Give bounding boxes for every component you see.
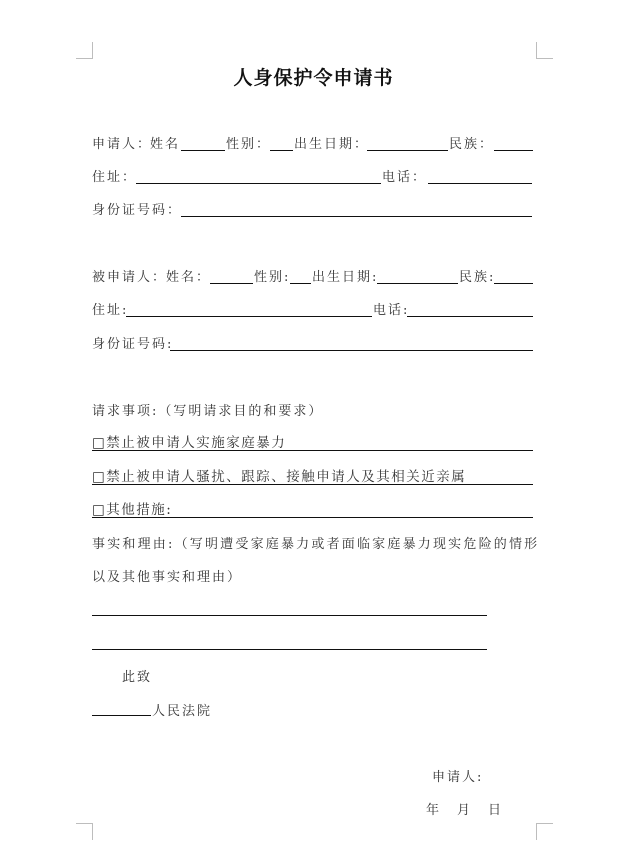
checkbox-icon[interactable]: □ [92, 435, 107, 451]
applicant-id-label: 身份证号码： [92, 203, 183, 218]
applicant-gender-field[interactable] [270, 133, 293, 151]
applicant-name-field[interactable] [181, 133, 225, 151]
page-corner-mark-top-left [76, 42, 93, 59]
applicant-birth-label: 出生日期： [294, 137, 370, 152]
checkbox-icon[interactable]: □ [92, 502, 107, 518]
applicant-birth-field[interactable] [367, 133, 448, 151]
signature-label: 申请人: [432, 770, 484, 785]
respondent-row-3 [92, 333, 537, 353]
applicant-phone-label: 电话： [382, 170, 428, 185]
court-name-field[interactable] [92, 715, 151, 716]
request-item-other-measures[interactable] [92, 498, 533, 518]
respondent-gender-label: 性别: [254, 270, 291, 285]
applicant-address-label: 住址： [92, 170, 138, 185]
respondent-gender-field[interactable] [290, 266, 311, 284]
applicant-ethnicity-label: 民族： [449, 137, 495, 152]
applicant-row-1 [92, 133, 537, 153]
facts-heading-line-1: 事实和理由:（写明遭受家庭暴力或者面临家庭暴力现实危险的情形 [92, 537, 540, 552]
applicant-ethnicity-field[interactable] [494, 133, 533, 151]
applicant-row-3 [92, 199, 537, 219]
respondent-row-1 [92, 266, 537, 286]
facts-line-2[interactable] [92, 649, 487, 650]
facts-heading-line-2: 以及其他事实和理由） [92, 570, 243, 585]
respondent-label: 被申请人： [92, 270, 168, 285]
respondent-birth-label: 出生日期: [312, 270, 379, 285]
request-item-no-harassment[interactable] [92, 465, 533, 485]
applicant-id-field[interactable] [181, 199, 532, 217]
applicant-label: 申请人： [92, 137, 153, 152]
respondent-address-field[interactable] [126, 299, 372, 317]
date-month-label: 月 [457, 803, 473, 818]
page-corner-mark-bottom-right [536, 823, 553, 840]
request-item-label: 禁止被申请人实施家庭暴力 [106, 435, 287, 451]
date-year-label: 年 [426, 803, 442, 818]
date-day-label: 日 [488, 803, 504, 818]
respondent-ethnicity-label: 民族: [459, 270, 496, 285]
respondent-birth-field[interactable] [377, 266, 458, 284]
respondent-phone-field[interactable] [407, 299, 533, 317]
applicant-row-2 [92, 166, 537, 186]
respondent-address-label: 住址: [92, 303, 129, 318]
respondent-id-field[interactable] [170, 333, 533, 351]
applicant-name-label: 姓名 [150, 137, 181, 152]
facts-line-1[interactable] [92, 615, 487, 616]
respondent-ethnicity-field[interactable] [494, 266, 533, 284]
court-label: 人民法院 [152, 704, 213, 719]
respondent-id-label: 身份证号码: [92, 337, 174, 352]
respondent-row-2 [92, 299, 537, 319]
applicant-address-field[interactable] [136, 166, 381, 184]
applicant-gender-label: 性别： [226, 137, 272, 152]
page-corner-mark-bottom-left [76, 823, 93, 840]
respondent-phone-label: 电话: [373, 303, 410, 318]
request-item-label: 其他措施: [106, 502, 173, 518]
requests-heading: 请求事项:（写明请求目的和要求） [92, 404, 324, 419]
page-corner-mark-top-right [536, 42, 553, 59]
document-title: 人身保护令申请书 [233, 67, 394, 89]
salutation: 此致 [122, 670, 153, 685]
respondent-name-field[interactable] [210, 266, 253, 284]
applicant-phone-field[interactable] [428, 166, 532, 184]
request-item-label: 禁止被申请人骚扰、跟踪、接触申请人及其相关近亲属 [106, 469, 467, 485]
request-item-no-violence[interactable] [92, 431, 533, 451]
checkbox-icon[interactable]: □ [92, 469, 107, 485]
respondent-name-label: 姓名： [166, 270, 212, 285]
